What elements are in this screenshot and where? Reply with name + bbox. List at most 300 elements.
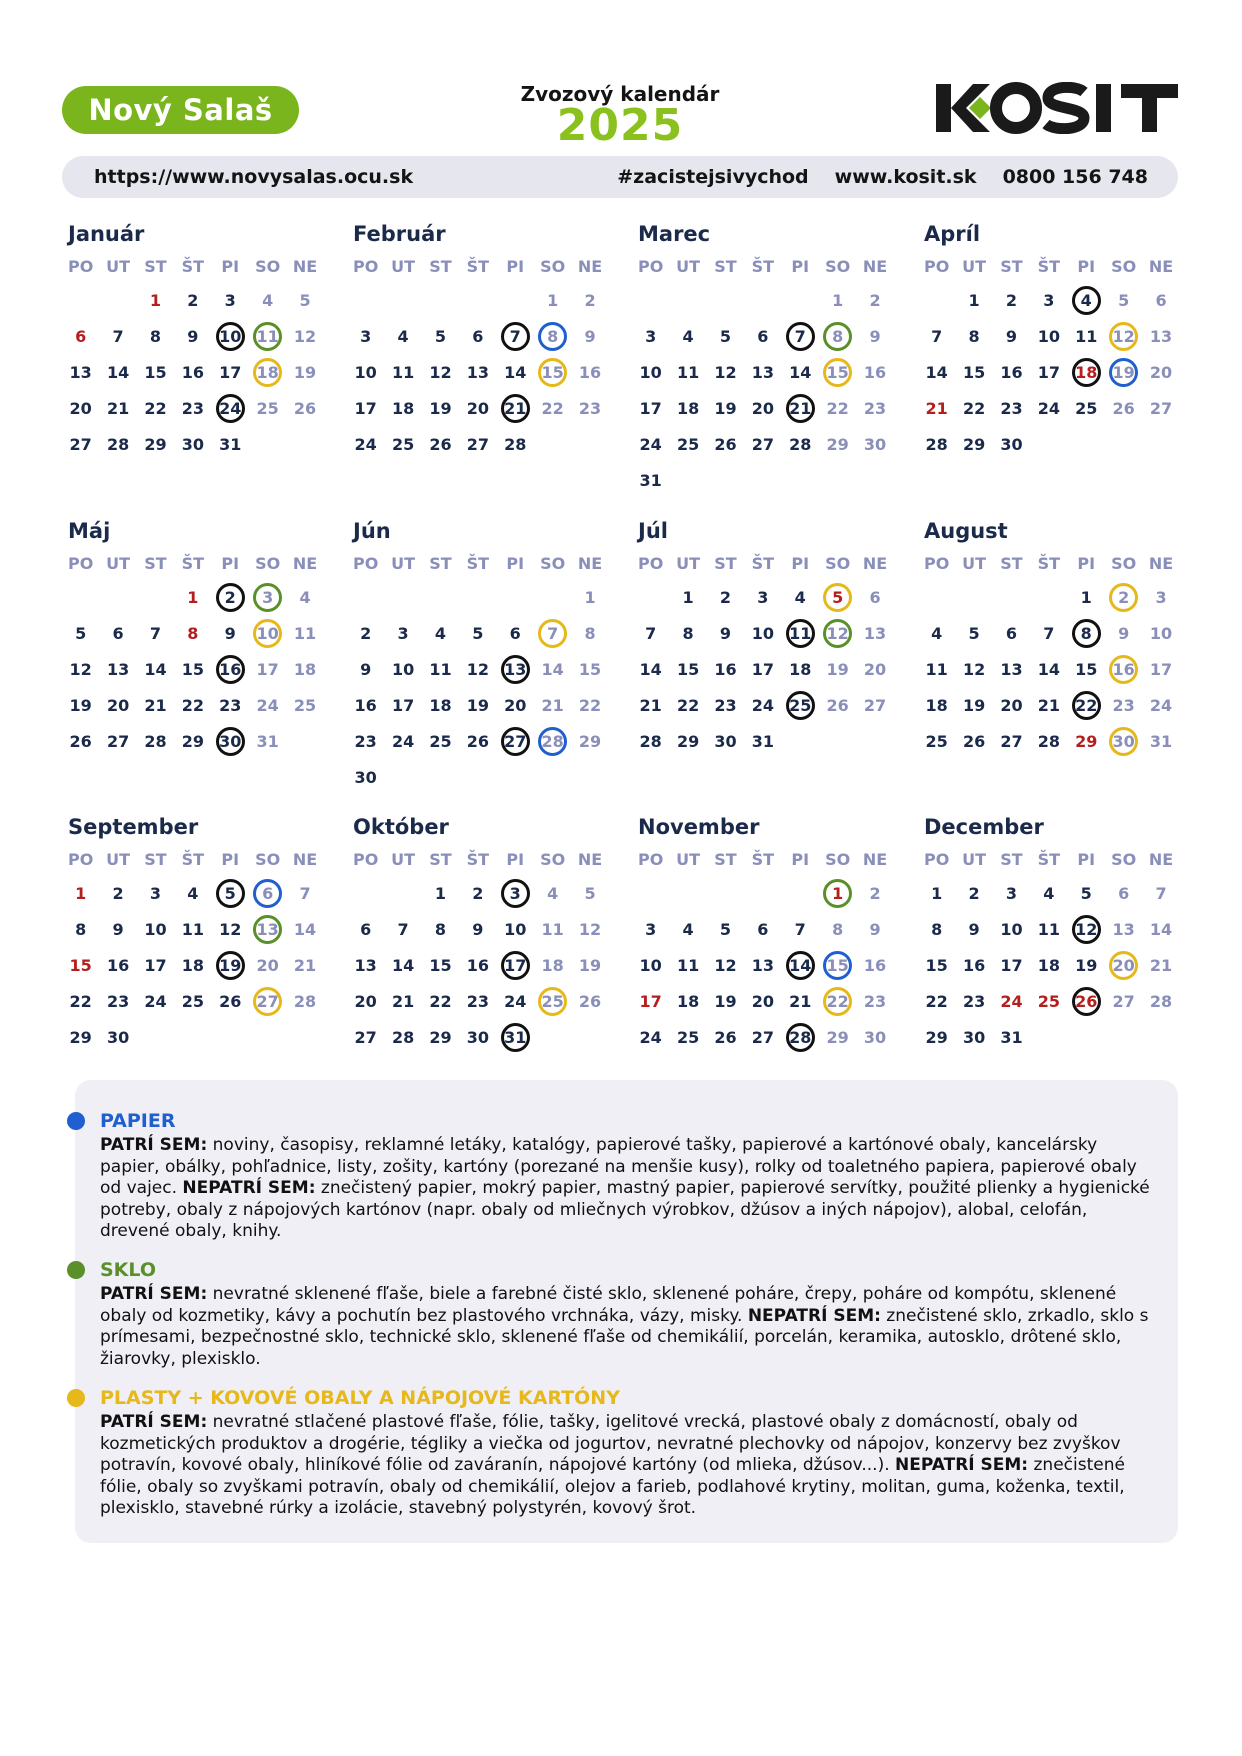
day-number: 26: [578, 991, 602, 1011]
weekday-header: ST: [1000, 257, 1023, 276]
day-number: 19: [429, 398, 452, 418]
day-cell: [62, 390, 99, 426]
day-cell: [249, 687, 286, 723]
day-cell: [993, 651, 1030, 687]
day-cell: [707, 911, 744, 947]
day-cell: [632, 947, 669, 983]
day-number: 15: [962, 362, 986, 382]
day-cell: [632, 687, 669, 723]
pickup-zmes-day: 16: [216, 655, 245, 684]
pickup-papier-day: 19: [1109, 358, 1138, 387]
month-name: December: [924, 815, 1044, 839]
day-number: 30: [863, 434, 887, 454]
day-number: 2: [1005, 290, 1018, 310]
day-number: 29: [826, 434, 849, 454]
weekday-header: UT: [962, 257, 987, 276]
day-number: 27: [751, 434, 774, 454]
day-cell: [497, 426, 534, 462]
pickup-plasty-day: 12: [1109, 322, 1138, 351]
day-cell: [744, 579, 781, 615]
day-number: 28: [391, 1027, 415, 1047]
day-number: 26: [1112, 398, 1135, 418]
weekday-header: PO: [638, 850, 664, 869]
day-cell: [497, 318, 534, 354]
month-7: [632, 519, 894, 759]
day-number: 31: [219, 434, 242, 454]
day-cell: [632, 426, 669, 462]
day-number: 13: [106, 659, 130, 679]
weekday-header: NE: [577, 257, 603, 276]
weekday-header: PO: [68, 850, 94, 869]
day-grid: [347, 845, 609, 1055]
papier-description: PATRÍ SEM: noviny, časopisy, reklamné letáky, katalógy, papierové tašky, papierové a kartónové obaly, kancelársky papier, obálky, pohľadnice, listy, zošity, kartóny (porezané na menšie kusy), rolky od toaletného papiera, papierové obaly od vajec. NEPATRÍ SEM: znečistený papier, mokrý papier, mastný papier, papierové servítky, použité plienky a hygienické potreby, obaly z nápojových kartónov (napr. obaly od mliečnych výrobkov, džúsov a iných nápojov), alobal, celofán, drevené obaly, knihy.: [100, 1135, 1150, 1241]
day-number: 23: [106, 991, 130, 1011]
day-cell: [459, 354, 496, 390]
weekday-header: NE: [292, 257, 318, 276]
day-cell: [212, 723, 249, 759]
day-cell: [856, 983, 893, 1019]
weekday-header: UT: [676, 554, 701, 573]
day-cell: [782, 687, 819, 723]
day-cell: [347, 354, 384, 390]
pickup-plasty-day: 15: [538, 358, 567, 387]
empty-cell: [534, 579, 571, 615]
day-number: 24: [751, 695, 774, 715]
day-number: 1: [187, 587, 199, 607]
day-cell: [993, 947, 1030, 983]
day-cell: [571, 390, 608, 426]
day-cell: [459, 426, 496, 462]
day-number: 30: [181, 434, 204, 454]
day-number: 4: [682, 919, 694, 939]
day-number: 22: [144, 398, 167, 418]
day-cell: [212, 651, 249, 687]
weekday-header: UT: [676, 257, 701, 276]
day-cell: [212, 426, 249, 462]
day-cell: [1142, 354, 1179, 390]
weekday-header: PI: [221, 554, 240, 573]
day-number: 31: [639, 470, 662, 490]
day-cell: [212, 687, 249, 723]
day-cell: [707, 426, 744, 462]
day-number: 18: [789, 659, 812, 679]
day-number: 9: [968, 919, 980, 939]
day-cell: [1030, 390, 1067, 426]
day-cell: [137, 947, 174, 983]
day-cell: [669, 651, 706, 687]
municipality-website-link[interactable]: https://www.novysalas.ocu.sk: [94, 166, 414, 188]
day-cell: [782, 983, 819, 1019]
day-cell: [459, 723, 496, 759]
day-grid: [347, 549, 609, 795]
day-cell: [1105, 615, 1142, 651]
day-grid: [918, 845, 1180, 1055]
day-number: 19: [69, 695, 92, 715]
day-cell: [99, 875, 136, 911]
day-number: 6: [869, 587, 881, 607]
day-cell: [99, 615, 136, 651]
day-cell: [62, 947, 99, 983]
day-number: 25: [925, 731, 948, 751]
weekday-header: PO: [353, 257, 379, 276]
day-number: 22: [578, 695, 602, 715]
day-cell: [534, 354, 571, 390]
day-number: 28: [1149, 991, 1173, 1011]
day-number: 25: [1075, 398, 1098, 418]
pickup-zmes-day: 5: [216, 879, 245, 908]
sklo-title: SKLO: [100, 1259, 156, 1281]
day-cell: [62, 983, 99, 1019]
day-cell: [174, 390, 211, 426]
weekday-header: PO: [924, 554, 950, 573]
day-number: 11: [1075, 326, 1098, 346]
month-name: September: [68, 815, 199, 839]
day-cell: [174, 651, 211, 687]
day-number: 27: [354, 1027, 377, 1047]
day-number: 26: [429, 434, 452, 454]
day-cell: [707, 1019, 744, 1055]
day-number: 3: [757, 587, 769, 607]
day-number: 14: [639, 659, 662, 679]
day-cell: [1105, 983, 1142, 1019]
day-cell: [62, 651, 99, 687]
day-cell: [1030, 875, 1067, 911]
day-number: 6: [1155, 290, 1167, 310]
day-number: 4: [187, 883, 199, 903]
day-number: 3: [1005, 883, 1018, 903]
day-cell: [707, 318, 744, 354]
day-number: 6: [1005, 623, 1018, 643]
empty-cell: [497, 579, 534, 615]
day-number: 22: [925, 991, 948, 1011]
day-number: 8: [149, 326, 162, 346]
day-cell: [1105, 687, 1142, 723]
day-cell: [534, 723, 571, 759]
empty-cell: [993, 579, 1030, 615]
day-number: 10: [354, 362, 377, 382]
day-cell: [249, 911, 286, 947]
day-number: 15: [676, 659, 700, 679]
day-cell: [347, 759, 384, 795]
empty-cell: [669, 282, 706, 318]
day-cell: [993, 875, 1030, 911]
day-number: 21: [144, 695, 167, 715]
weekday-header: ŠT: [1037, 554, 1061, 573]
day-number: 26: [714, 434, 737, 454]
day-cell: [347, 947, 384, 983]
day-number: 24: [354, 434, 377, 454]
pickup-zmes-day: 21: [501, 394, 530, 423]
day-cell: [819, 390, 856, 426]
day-number: 18: [541, 955, 564, 975]
day-cell: [707, 723, 744, 759]
day-number: 25: [1037, 991, 1060, 1011]
papier-dot-icon: [67, 1112, 85, 1130]
day-cell: [347, 911, 384, 947]
weekday-header: NE: [862, 850, 888, 869]
day-cell: [249, 390, 286, 426]
day-cell: [62, 723, 99, 759]
day-cell: [1105, 318, 1142, 354]
day-cell: [632, 1019, 669, 1055]
day-number: 11: [925, 659, 948, 679]
day-cell: [384, 983, 421, 1019]
day-cell: [99, 651, 136, 687]
day-number: 26: [714, 1027, 737, 1047]
day-cell: [286, 651, 323, 687]
day-cell: [384, 1019, 421, 1055]
weekday-header: PO: [638, 257, 664, 276]
day-number: 7: [794, 919, 806, 939]
day-cell: [782, 911, 819, 947]
day-cell: [384, 723, 421, 759]
day-cell: [249, 615, 286, 651]
day-cell: [497, 723, 534, 759]
weekday-header: ŠT: [181, 554, 205, 573]
day-number: 12: [714, 955, 737, 975]
weekday-header: NE: [1148, 850, 1174, 869]
pickup-plasty-day: 7: [538, 619, 567, 648]
day-cell: [782, 615, 819, 651]
day-number: 24: [1149, 695, 1173, 715]
day-number: 4: [397, 326, 409, 346]
day-cell: [422, 947, 459, 983]
day-cell: [286, 354, 323, 390]
day-number: 9: [1118, 623, 1130, 643]
day-cell: [819, 687, 856, 723]
day-cell: [249, 875, 286, 911]
day-number: 9: [1005, 326, 1018, 346]
day-cell: [286, 282, 323, 318]
month-1: [62, 222, 324, 462]
month-name: Apríl: [924, 222, 981, 246]
empty-cell: [707, 875, 744, 911]
day-cell: [632, 354, 669, 390]
day-cell: [1030, 615, 1067, 651]
day-cell: [497, 687, 534, 723]
day-number: 7: [112, 326, 124, 346]
day-cell: [744, 318, 781, 354]
day-number: 4: [262, 290, 274, 310]
day-number: 5: [434, 326, 447, 346]
pickup-plasty-day: 20: [1109, 951, 1138, 980]
day-grid: [62, 549, 324, 759]
day-cell: [384, 354, 421, 390]
day-number: 17: [639, 991, 662, 1011]
day-cell: [249, 983, 286, 1019]
day-cell: [249, 354, 286, 390]
month-name: Júl: [638, 519, 668, 543]
weekday-header: PI: [506, 554, 525, 573]
empty-cell: [744, 282, 781, 318]
weekday-header: NE: [862, 554, 888, 573]
kosit-website-link[interactable]: www.kosit.sk: [834, 166, 977, 188]
day-grid: [918, 252, 1180, 462]
day-number: 31: [751, 731, 774, 751]
day-number: 28: [639, 731, 662, 751]
day-number: 28: [789, 434, 812, 454]
pickup-zmes-day: 26: [1072, 987, 1101, 1016]
day-cell: [174, 282, 211, 318]
day-cell: [1142, 651, 1179, 687]
weekday-header: NE: [1148, 257, 1174, 276]
day-cell: [422, 615, 459, 651]
day-number: 20: [69, 398, 92, 418]
day-cell: [286, 947, 323, 983]
day-cell: [571, 875, 608, 911]
day-cell: [62, 911, 99, 947]
day-cell: [707, 390, 744, 426]
pickup-plasty-day: 30: [1109, 727, 1138, 756]
day-number: 30: [962, 1027, 986, 1047]
day-number: 24: [391, 731, 415, 751]
day-cell: [497, 615, 534, 651]
day-cell: [137, 687, 174, 723]
day-number: 18: [181, 955, 204, 975]
day-number: 22: [826, 398, 849, 418]
empty-cell: [99, 579, 136, 615]
day-number: 9: [584, 326, 596, 346]
day-number: 26: [293, 398, 317, 418]
day-cell: [1030, 354, 1067, 390]
weekday-header: SO: [255, 554, 281, 573]
pickup-zmes-day: 21: [786, 394, 815, 423]
day-cell: [497, 651, 534, 687]
day-cell: [1105, 723, 1142, 759]
day-number: 21: [1149, 955, 1173, 975]
day-number: 19: [826, 659, 849, 679]
waste-legend: [75, 1080, 1178, 1543]
day-cell: [534, 947, 571, 983]
day-cell: [707, 947, 744, 983]
empty-cell: [422, 282, 459, 318]
day-cell: [955, 983, 992, 1019]
day-cell: [856, 390, 893, 426]
day-number: 12: [219, 919, 242, 939]
day-number: 19: [466, 695, 489, 715]
day-cell: [459, 983, 496, 1019]
day-number: 20: [466, 398, 489, 418]
day-number: 5: [472, 623, 484, 643]
day-cell: [632, 390, 669, 426]
day-cell: [534, 390, 571, 426]
day-cell: [707, 354, 744, 390]
day-cell: [99, 354, 136, 390]
day-number: 20: [1149, 362, 1173, 382]
weekday-header: SO: [255, 850, 281, 869]
day-number: 17: [256, 659, 279, 679]
empty-cell: [955, 579, 992, 615]
day-cell: [669, 579, 706, 615]
weekday-header: PI: [791, 850, 810, 869]
pickup-zmes-day: 4: [1072, 286, 1101, 315]
day-number: 21: [925, 398, 948, 418]
day-grid: [632, 549, 894, 759]
day-cell: [819, 1019, 856, 1055]
day-cell: [459, 651, 496, 687]
day-number: 19: [714, 991, 737, 1011]
weekday-header: ST: [1000, 850, 1023, 869]
day-cell: [99, 911, 136, 947]
day-number: 18: [391, 398, 415, 418]
day-cell: [137, 390, 174, 426]
day-number: 31: [256, 731, 279, 751]
day-number: 3: [224, 290, 236, 310]
day-cell: [819, 579, 856, 615]
day-cell: [1030, 318, 1067, 354]
day-cell: [1105, 579, 1142, 615]
weekday-header: PI: [221, 257, 240, 276]
day-cell: [669, 947, 706, 983]
day-number: 28: [504, 434, 527, 454]
day-number: 12: [429, 362, 452, 382]
day-number: 19: [578, 955, 602, 975]
weekday-header: ŠT: [466, 850, 490, 869]
town-name-badge: Nový Salaš: [62, 86, 299, 134]
month-name: Október: [353, 815, 449, 839]
day-number: 6: [509, 623, 521, 643]
weekday-header: ST: [429, 257, 452, 276]
day-cell: [174, 687, 211, 723]
day-cell: [993, 282, 1030, 318]
day-number: 19: [293, 362, 317, 382]
day-number: 18: [293, 659, 317, 679]
day-cell: [819, 983, 856, 1019]
day-number: 16: [962, 955, 986, 975]
day-number: 26: [826, 695, 849, 715]
day-number: 10: [639, 955, 662, 975]
day-number: 31: [1149, 731, 1173, 751]
day-number: 3: [360, 326, 372, 346]
day-number: 2: [187, 290, 199, 310]
pickup-zmes-day: 3: [501, 879, 530, 908]
day-cell: [955, 615, 992, 651]
day-cell: [137, 426, 174, 462]
day-number: 30: [863, 1027, 887, 1047]
day-cell: [571, 723, 608, 759]
day-cell: [99, 426, 136, 462]
month-9: [62, 815, 324, 1055]
day-cell: [782, 354, 819, 390]
day-number: 6: [757, 919, 769, 939]
day-number: 28: [1037, 731, 1060, 751]
day-cell: [212, 983, 249, 1019]
day-cell: [632, 723, 669, 759]
day-number: 27: [106, 731, 130, 751]
day-cell: [347, 318, 384, 354]
day-number: 20: [751, 398, 774, 418]
day-cell: [918, 911, 955, 947]
day-number: 24: [639, 434, 662, 454]
day-cell: [62, 615, 99, 651]
day-number: 26: [466, 731, 489, 751]
day-cell: [918, 723, 955, 759]
day-number: 4: [1043, 883, 1055, 903]
empty-cell: [782, 875, 819, 911]
day-cell: [459, 615, 496, 651]
day-number: 11: [1037, 919, 1060, 939]
day-cell: [99, 723, 136, 759]
day-number: 15: [1075, 659, 1098, 679]
day-cell: [707, 687, 744, 723]
day-number: 9: [869, 326, 881, 346]
day-number: 30: [714, 731, 737, 751]
day-number: 8: [187, 623, 199, 643]
weekday-header: UT: [106, 554, 131, 573]
day-number: 8: [968, 326, 980, 346]
day-cell: [212, 354, 249, 390]
day-cell: [955, 426, 992, 462]
